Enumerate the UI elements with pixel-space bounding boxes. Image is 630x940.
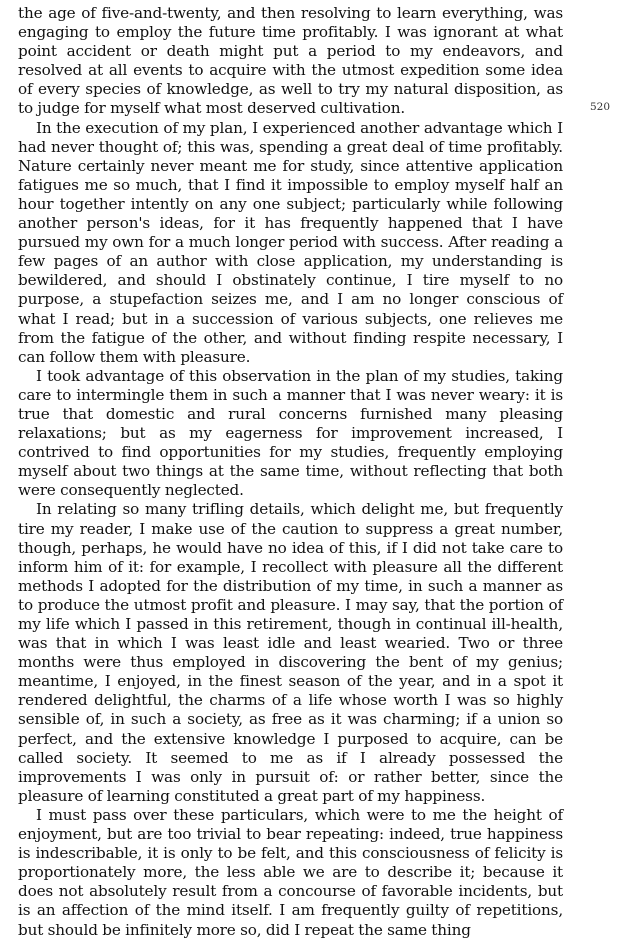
margin-page-number: 520 bbox=[590, 101, 611, 113]
paragraph: I must pass over these particulars, which were to me the height of enjoyment, but are too trivial to bear repeating: indeed, true happiness is indescribable, it is only to be felt, and this consciousness of felicity is proportionately more, the less able we are to describe it; because it does not absolutely result from a concourse of favorable incidents, but is an affection of the mind itself. I am frequently guilty of repetitions, but should be infinitely more so, did I repeat the same thing bbox=[18, 805, 563, 939]
paragraph-continuation: the age of five-and-twenty, and then resolving to learn everything, was engaging to employ the future time profitably. I was ignorant at what point accident or death might put a period to my endeavors, and resolved at all events to acquire with the utmost expedition some idea of every species of knowledge, as well to try my natural disposition, as to judge for myself what most deserved cultivation. bbox=[18, 4, 563, 118]
paragraph: In the execution of my plan, I experienced another advantage which I had never thought of; this was, spending a great deal of time profitably. Nature certainly never meant me for study, since attentive application fatigues me so much, that I find it impossible to employ myself half an hour together intently on any one subject; particularly while following another person's ideas, for it has frequently happened that I have pursued my own for a much longer period with success. After reading a few pages of an author with close application, my understanding is bewildered, and should I obstinately continue, I tire myself to no purpose, a stupefaction seizes me, and I am no longer conscious of what I read; but in a succession of various subjects, one relieves me from the fatigue of the other, and without finding respite necessary, I can follow them with pleasure. bbox=[18, 118, 563, 366]
paragraph: I took advantage of this observation in the plan of my studies, taking care to intermingle them in such a manner that I was never weary: it is true that domestic and rural concerns furnished many pleasing relaxations; but as my eagerness for improvement increased, I contrived to find opportunities for my studies, frequently employing myself about two things at the same time, without reflecting that both were consequently neglected. bbox=[18, 366, 563, 500]
body-text bbox=[18, 4, 563, 940]
paragraph: In relating so many trifling details, which delight me, but frequently tire my reader, I make use of the caution to suppress a great number, though, perhaps, he would have no idea of this, if I did not take care to inform him of it: for example, I recollect with pleasure all the different methods I adopted for the distribution of my time, in such a manner as to produce the utmost profit and pleasure. I may say, that the portion of my life which I passed in this retirement, though in continual ill-health, was that in which I was least idle and least wearied. Two or three months were thus employed in discovering the bent of my genius; meantime, I enjoyed, in the finest season of the year, and in a spot it rendered delightful, the charms of a life whose worth I was so highly sensible of, in such a society, as free as it was charming; if a union so perfect, and the extensive knowledge I purposed to acquire, can be called society. It seemed to me as if I already possessed the improvements I was only in pursuit of: or rather better, since the pleasure of learning constituted a great part of my happiness. bbox=[18, 500, 563, 805]
